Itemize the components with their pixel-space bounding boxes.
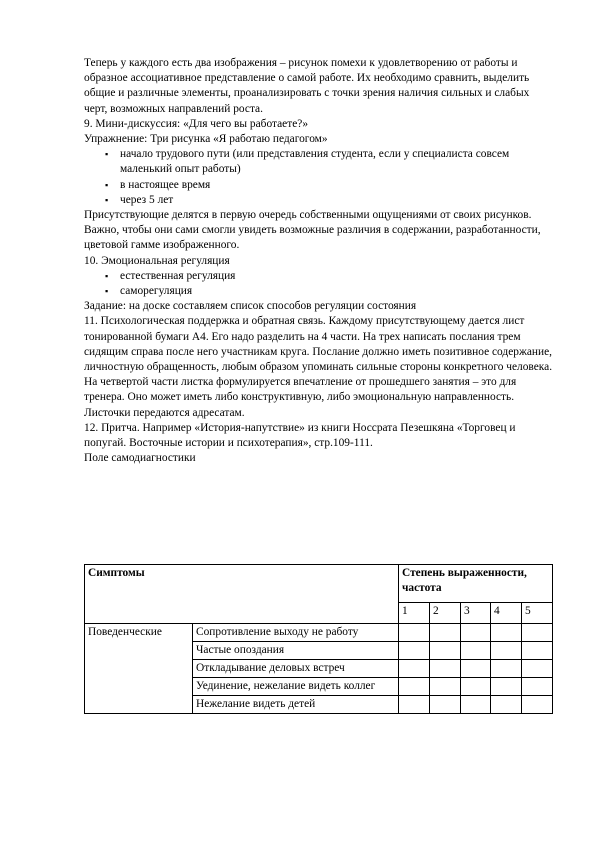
rating-cell[interactable] xyxy=(491,642,522,660)
rating-cell[interactable] xyxy=(399,624,430,642)
rating-cell[interactable] xyxy=(430,678,461,696)
category-behavioral: Поведенческие xyxy=(85,624,193,714)
rating-cell[interactable] xyxy=(399,678,430,696)
header-symptoms: Симптомы xyxy=(85,565,399,624)
rating-cell[interactable] xyxy=(522,624,553,642)
document-body xyxy=(84,56,554,466)
rating-cell[interactable] xyxy=(522,696,553,714)
rating-cell[interactable] xyxy=(522,660,553,678)
rating-cell[interactable] xyxy=(430,624,461,642)
paragraph-emotional-regulation: 10. Эмоциональная регуляция xyxy=(84,254,230,267)
rating-cell[interactable] xyxy=(399,642,430,660)
paragraph-exercise-three-drawings: Упражнение: Три рисунка «Я работаю педагогом» xyxy=(84,133,328,146)
rating-cell[interactable] xyxy=(461,660,491,678)
rating-cell[interactable] xyxy=(461,696,491,714)
rating-cell[interactable] xyxy=(461,678,491,696)
symptom-cell: Уединение, нежелание видеть коллег xyxy=(193,678,399,696)
list-drawing-stages xyxy=(84,147,554,208)
scale-cell: 4 xyxy=(491,603,522,624)
list-item: ▪ естественная регуляция xyxy=(84,269,554,284)
symptom-cell: Сопротивление выходу не работу xyxy=(193,624,399,642)
scale-cell: 3 xyxy=(461,603,491,624)
rating-cell[interactable] xyxy=(399,660,430,678)
paragraph-sharing-impressions: Присутствующие делятся в первую очередь собственными ощущениями от своих рисунков. Важно, чтобы они сами смогли увидеть возможные различия в содержании, разработанности, цветовой гамме изображенного. xyxy=(84,209,541,252)
rating-cell[interactable] xyxy=(430,642,461,660)
rating-cell[interactable] xyxy=(522,642,553,660)
paragraph-task-board: Задание: на доске составляем список способов регуляции состояния xyxy=(84,300,417,313)
symptom-cell: Нежелание видеть детей xyxy=(193,696,399,714)
rating-cell[interactable] xyxy=(522,678,553,696)
rating-cell[interactable] xyxy=(461,642,491,660)
paragraph-mini-discussion: 9. Мини-дискуссия: «Для чего вы работаете?» xyxy=(84,117,309,130)
paragraph-self-diagnosis-title: Поле самодиагностики xyxy=(84,452,196,465)
list-item: ▪ в настоящее время xyxy=(84,178,554,193)
rating-cell[interactable] xyxy=(430,696,461,714)
list-item: ▪ саморегуляция xyxy=(84,284,554,299)
scale-cell: 2 xyxy=(430,603,461,624)
paragraph-parable: 12. Притча. Например «История-напутствие» из книги Носсрата Пезешкяна «Торговец и попугай. Восточные истории и психотерапия», стр.109-111. xyxy=(84,421,516,450)
paragraph-drawings-comparison: Теперь у каждого есть два изображения – рисунок помехи к удовлетворению от работы и образное ассоциативное представление о самой работе. Их необходимо сравнить, выделить общие и различные элементы, проанализировать с точки зрения наличия сильных и слабых черт, возможных направлений роста. xyxy=(84,57,530,115)
scale-cell: 5 xyxy=(522,603,553,624)
table-row xyxy=(85,624,553,642)
symptom-cell: Откладывание деловых встреч xyxy=(193,660,399,678)
symptom-cell: Частые опоздания xyxy=(193,642,399,660)
rating-cell[interactable] xyxy=(461,624,491,642)
header-degree: Степень выраженности, частота xyxy=(399,565,553,603)
list-item: ▪ начало трудового пути (или представления студента, если у специалиста совсем маленький опыт работы) xyxy=(84,147,554,177)
symptoms-table xyxy=(84,564,553,714)
list-item: ▪ через 5 лет xyxy=(84,193,554,208)
rating-cell[interactable] xyxy=(491,678,522,696)
rating-cell[interactable] xyxy=(491,660,522,678)
table-header-row xyxy=(85,565,553,603)
rating-cell[interactable] xyxy=(491,624,522,642)
list-regulation-types xyxy=(84,269,554,299)
scale-cell: 1 xyxy=(399,603,430,624)
rating-cell[interactable] xyxy=(491,696,522,714)
rating-cell[interactable] xyxy=(430,660,461,678)
rating-cell[interactable] xyxy=(399,696,430,714)
paragraph-psychological-support: 11. Психологическая поддержка и обратная связь. Каждому присутствующему дается лист тонированной бумаги А4. Его надо разделить на 4 части. На трех написать послания трем сидящим справа после него участникам круга. Послание должно иметь позитивное содержание, личностную обращенность, любым образом упоминать сильные стороны конкретного человека. На четвертой части листка формулируется впечатление от прошедшего занятия – это для тренера. Оно может иметь либо конструктивную, либо эмоциональную направленность. Листочки передаются адресатам. xyxy=(84,315,553,419)
